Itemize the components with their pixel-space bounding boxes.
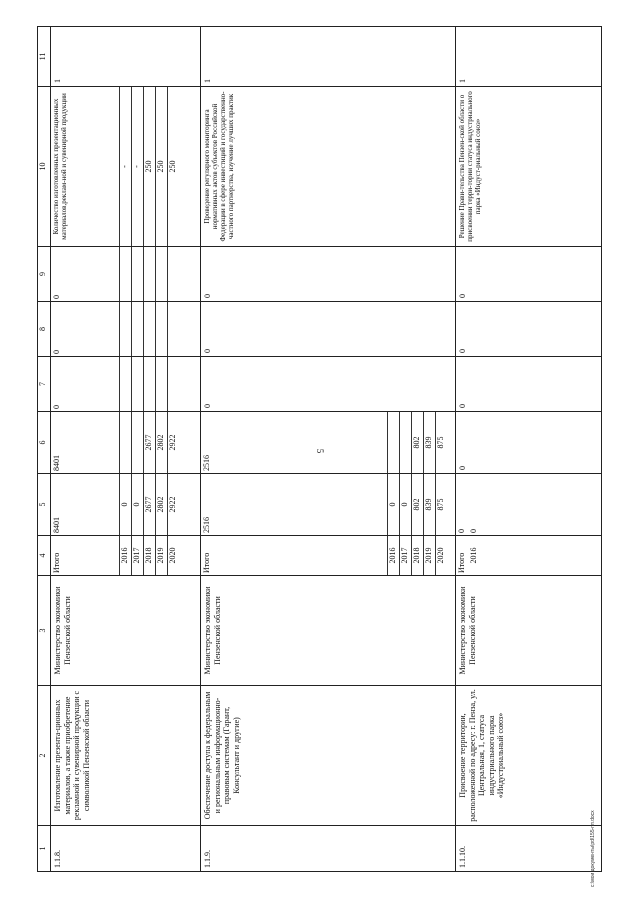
year-cell: 2018 bbox=[411, 536, 423, 575]
year-value: 2677 bbox=[143, 474, 155, 535]
measure-description: Обеспечение доступа к федеральным и региональным информационно-правовым системам (Гарант, Консультант и другие) bbox=[201, 686, 456, 826]
year-value: 0 bbox=[469, 529, 478, 533]
indicator-value: 250 bbox=[167, 87, 179, 246]
total-value: 0 bbox=[456, 247, 602, 302]
year-value: 2922 bbox=[167, 474, 179, 535]
program-table bbox=[37, 26, 602, 872]
col-header: 10 bbox=[38, 87, 51, 247]
year-cell: 2016 bbox=[119, 536, 131, 575]
executor: Министерство экономики Пензенской области bbox=[51, 576, 201, 686]
indicator-value: - bbox=[119, 87, 131, 246]
total-value: 0 bbox=[456, 357, 602, 412]
year-cell: 2020 bbox=[435, 536, 447, 575]
year-value bbox=[119, 412, 131, 473]
total-label: Итого bbox=[457, 552, 466, 573]
file-path-footer: c:\мои документы\рd\155-пп.docx bbox=[590, 810, 596, 887]
total-value: 0 bbox=[52, 295, 61, 299]
year-value: 802 bbox=[411, 412, 423, 473]
col-header: 8 bbox=[38, 302, 51, 357]
year-cell: 2020 bbox=[167, 536, 179, 575]
total-value: 8401 bbox=[52, 517, 61, 533]
total-value: 2516 bbox=[202, 517, 211, 533]
year-cell: 2017 bbox=[131, 536, 143, 575]
col-header: 6 bbox=[38, 412, 51, 474]
total-value: 0 bbox=[52, 405, 61, 409]
year-value bbox=[399, 412, 411, 473]
total-label: Итого bbox=[52, 552, 61, 573]
year-value: 2802 bbox=[155, 474, 167, 535]
col-header: 3 bbox=[38, 576, 51, 686]
year-value: 875 bbox=[435, 474, 447, 535]
row-number: 1.1.8. bbox=[51, 826, 201, 872]
year-value: 2922 bbox=[167, 412, 179, 473]
year-value: 839 bbox=[423, 474, 435, 535]
indicator-value: 250 bbox=[143, 87, 155, 246]
measure-description: Присвоение территории, расположенной по адресу: г. Пенза, ул. Центральная, 1, статуса индустриального парка «Индустриальный союз» bbox=[456, 686, 602, 826]
year-value: 0 bbox=[131, 474, 143, 535]
executor: Министерство экономики Пензенской области bbox=[456, 576, 602, 686]
executor: Министерство экономики Пензенской области bbox=[201, 576, 456, 686]
indicator-target: 1 bbox=[51, 27, 201, 87]
total-value: 0 bbox=[457, 529, 466, 533]
year-value: 839 bbox=[423, 412, 435, 473]
year-value: 802 bbox=[411, 474, 423, 535]
total-value: 0 bbox=[201, 302, 456, 357]
col-header: 2 bbox=[38, 686, 51, 826]
year-value: 0 bbox=[387, 474, 399, 535]
indicator-target: 1 bbox=[201, 27, 456, 87]
year-value: 2677 bbox=[143, 412, 155, 473]
indicator-target: 1 bbox=[456, 27, 602, 87]
year-value: 0 bbox=[399, 474, 411, 535]
col-header: 1 bbox=[38, 826, 51, 872]
indicator-text: Решение Прави-тельства Пензен-ской области о присвоении терри-тории статуса индустриального парка «Индуст-риальный союз» bbox=[456, 87, 602, 247]
year-value: 0 bbox=[119, 474, 131, 535]
year-cell: 2016 bbox=[469, 547, 478, 564]
table-row bbox=[456, 27, 602, 872]
row-number: 1.1.9. bbox=[201, 826, 456, 872]
total-value: 0 bbox=[201, 247, 456, 302]
year-value bbox=[131, 412, 143, 473]
page-number: 5 bbox=[315, 448, 325, 454]
indicator-text: Проведение регулярного мониторинга нормативных актов субъектов Российской Федерации в сфере инвестиций и государственно-частного партнерства, изучение лучших практик bbox=[201, 87, 456, 247]
total-label: Итого bbox=[202, 552, 211, 573]
indicator-value: - bbox=[131, 87, 143, 246]
row-number: 1.1.10. bbox=[456, 826, 602, 872]
program-table-sheet bbox=[37, 27, 602, 872]
column-number-row bbox=[38, 27, 51, 872]
col-header: 9 bbox=[38, 247, 51, 302]
total-value: 2516 bbox=[202, 455, 211, 471]
total-value: 0 bbox=[456, 412, 602, 474]
total-value: 8401 bbox=[52, 455, 61, 471]
year-cell: 2017 bbox=[399, 536, 411, 575]
total-value: 0 bbox=[456, 302, 602, 357]
year-value: 2802 bbox=[155, 412, 167, 473]
year-cell: 2019 bbox=[423, 536, 435, 575]
col-header: 5 bbox=[38, 474, 51, 536]
table-row bbox=[51, 27, 201, 872]
col-header: 11 bbox=[38, 27, 51, 87]
indicator-text: Количество изготовленных презентационных материалов,реклам-ной и сувенирной продукции bbox=[52, 93, 69, 240]
year-cell: 2019 bbox=[155, 536, 167, 575]
indicator-value: 250 bbox=[155, 87, 167, 246]
year-cell: 2016 bbox=[387, 536, 399, 575]
year-value: 875 bbox=[435, 412, 447, 473]
total-value: 0 bbox=[52, 350, 61, 354]
year-value bbox=[387, 412, 399, 473]
year-cell: 2018 bbox=[143, 536, 155, 575]
col-header: 7 bbox=[38, 357, 51, 412]
col-header: 4 bbox=[38, 536, 51, 576]
total-value: 0 bbox=[201, 357, 456, 412]
table-row bbox=[201, 27, 456, 872]
measure-description: Изготовление презента-ционных материалов, а также приобретение рекламной и сувенирной продукции с символикой Пензенской области bbox=[51, 686, 201, 826]
